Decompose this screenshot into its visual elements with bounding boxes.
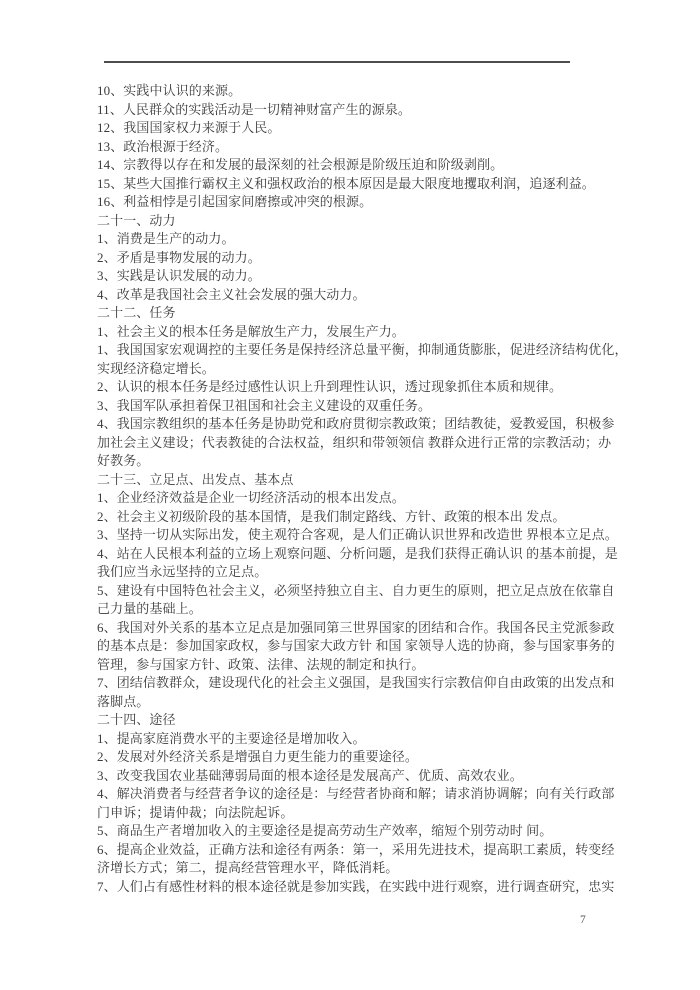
text-line: 2、发展对外经济关系是增强自力更生能力的重要途径。 bbox=[97, 749, 419, 764]
text-line: 6、提高企业效益，正确方法和途径有两条：第一，采用先进技术，提高职工素质，转变经 bbox=[97, 841, 615, 857]
text-line: 10、实践中认识的来源。 bbox=[97, 83, 242, 98]
text-line: 的基本点是：参加国家政权，参与国家大政方针 和国 家领导人选的协商，参与国家事务的 bbox=[97, 638, 615, 653]
text-line: 3、坚持一切从实际出发，使主观符合客观，是人们正确认识世界和改造世 界根本立足点。 bbox=[97, 527, 618, 542]
text-line: 11、人民群众的实践活动是一切精神财富产生的源泉。 bbox=[97, 101, 412, 117]
text-line: 4、站在人民根本利益的立场上观察问题、分析问题，是我们获得正确认识 的基本前提，是 bbox=[97, 545, 618, 561]
text-line: 己力量的基础上。 bbox=[97, 601, 202, 616]
text-line: 5、商品生产者增加收入的主要途径是提高劳动生产效率，缩短个别劳动时 间。 bbox=[97, 823, 553, 838]
text-line: 16、利益相悖是引起国家间磨擦或冲突的根源。 bbox=[97, 194, 373, 209]
text-line: 6、我国对外关系的基本立足点是加强同第三世界国家的团结和合作。我国各民主党派参政 bbox=[97, 619, 615, 635]
text-line: 4、改革是我国社会主义社会发展的强大动力。 bbox=[97, 286, 366, 302]
text-line: 1、提高家庭消费水平的主要途径是增加收入。 bbox=[97, 730, 366, 746]
text-line: 二十二、任务 bbox=[97, 305, 176, 320]
text-line: 二十四、途径 bbox=[97, 712, 176, 727]
text-line: 3、改变我国农业基础薄弱局面的根本途径是发展高产、优质、高效农业。 bbox=[97, 767, 523, 783]
text-line: 实现经济稳定增长。 bbox=[97, 360, 215, 376]
text-line: 1、企业经济效益是企业一切经济活动的根本出发点。 bbox=[97, 490, 405, 505]
text-line: 加社会主义建设；代表教徒的合法权益，组织和带领领信 教群众进行正常的宗教活动；办 bbox=[97, 434, 612, 450]
text-line: 2、社会主义初级阶段的基本国情，是我们制定路线、方针、政策的根本出 发点。 bbox=[97, 508, 566, 524]
text-line: 15、某些大国推行霸权主义和强权政治的根本原因是最大限度地攫取利润，追逐利益。 bbox=[97, 175, 595, 191]
text-line: 二十三、立足点、出发点、基本点 bbox=[97, 471, 294, 487]
text-line: 1、消费是生产的动力。 bbox=[97, 231, 235, 246]
text-line: 我们应当永远坚持的立足点。 bbox=[97, 564, 268, 579]
text-line: 济增长方式；第二，提高经营管理水平，降低消耗。 bbox=[97, 860, 399, 875]
text-line: 7、团结信教群众，建设现代化的社会主义强国，是我国实行宗教信仰自由政策的出发点和 bbox=[97, 675, 615, 690]
text-line: 3、实践是认识发展的动力。 bbox=[97, 268, 261, 283]
text-line: 2、矛盾是事物发展的动力。 bbox=[97, 249, 261, 265]
text-line: 4、解决消费者与经营者争议的途径是：与经营者协商和解；请求消协调解；向有关行政部 bbox=[97, 786, 615, 801]
text-line: 二十一、动力 bbox=[97, 212, 176, 228]
text-line: 3、我国军队承担着保卫祖国和社会主义建设的双重任务。 bbox=[97, 397, 432, 413]
text-line: 13、政治根源于经济。 bbox=[97, 138, 229, 154]
page-number: 7 bbox=[580, 914, 586, 926]
text-line: 落脚点。 bbox=[97, 693, 150, 709]
text-line: 14、宗教得以存在和发展的最深刻的社会根源是阶级压迫和阶级剥削。 bbox=[97, 157, 504, 172]
text-line: 7、人们占有感性材料的根本途径就是参加实践，在实践中进行观察，进行调查研究，忠实 bbox=[97, 878, 615, 894]
text-line: 好教务。 bbox=[97, 453, 150, 468]
text-line: 12、我国国家权力来源于人民。 bbox=[97, 120, 281, 135]
text-line: 2、认识的根本任务是经过感性认识上升到理性认识，透过现象抓住本质和规律。 bbox=[97, 379, 563, 394]
text-line: 4、我国宗教组织的基本任务是协助党和政府贯彻宗教政策；团结教徒，爱教爱国，积极参 bbox=[97, 416, 615, 431]
text-line: 门申诉；提请仲裁；向法院起诉。 bbox=[97, 804, 294, 820]
document-body bbox=[97, 82, 628, 896]
header-rule bbox=[104, 61, 570, 63]
text-line: 1、我国国家宏观调控的主要任务是保持经济总量平衡，抑制通货膨胀，促进经济结构优化， bbox=[97, 342, 628, 357]
text-line: 5、建设有中国特色社会主义，必须坚持独立自主、自力更生的原则，把立足点放在依靠自 bbox=[97, 582, 615, 598]
text-line: 管理，参与国家方针、政策、法律、法规的制定和执行。 bbox=[97, 656, 425, 672]
text-line: 1、社会主义的根本任务是解放生产力，发展生产力。 bbox=[97, 323, 405, 339]
